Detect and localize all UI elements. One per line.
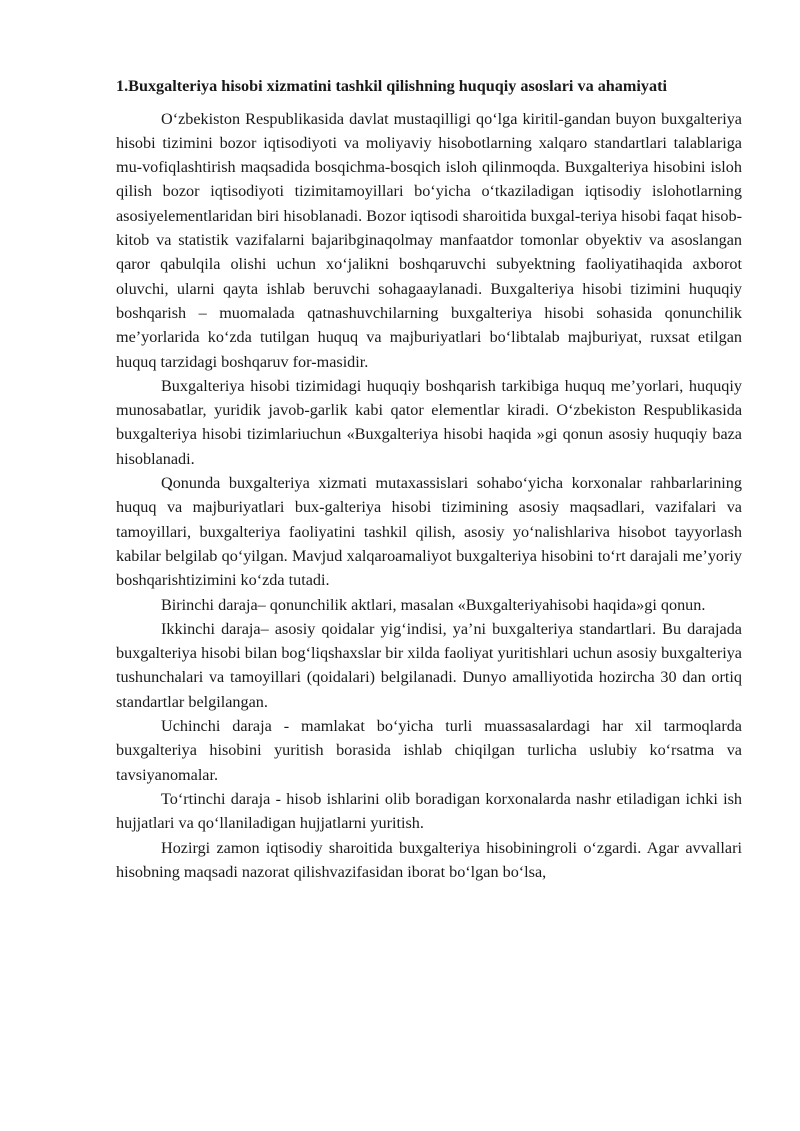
paragraph-4: Birinchi daraja– qonunchilik aktlari, masalan «Buxgalteriyahisobi haqida»gi qonun. (161, 595, 706, 614)
paragraph-5: Ikkinchi daraja– asosiy qoidalar yig‘indisi, ya’ni buxgalteriya standartlari. Bu darajada buxgalteriya hisobi bilan bog‘liqshaxslar bir xilda faoliyat yuritishlari uchun asosiy buxgalteriya tushunchalari va tamoyillari (qoidalari) belgilanadi. Dunyo amalliyotida hozircha 30 dan ortiq standartlar belgilangan. (116, 619, 742, 711)
paragraph-2: Buxgalteriya hisobi tizimidagi huquqiy boshqarish tarkibiga huquq me’yorlari, huquqiy munosabatlar, yuridik javob-garlik kabi qator elementlar kiradi. O‘zbekiston Respublikasida buxgalteriya hisobi tizimlariuchun «Buxgalteriya hisobi haqida »gi qonun asosiy huquqiy baza hisoblanadi. (116, 376, 742, 468)
paragraph-6: Uchinchi daraja - mamlakat bo‘yicha turli muassasalardagi har xil tarmoqlarda buxgalteriya hisobini yuritish borasida ishlab chiqilgan turlicha uslubiy ko‘rsatma va tavsiyanomalar. (116, 717, 742, 784)
paragraph-7: To‘rtinchi daraja - hisob ishlarini olib boradigan korxonalarda nashr etiladigan ichki ish hujjatlari va qo‘llaniladigan hujjatlarni yuritish. (116, 789, 742, 833)
paragraph-8: Hozirgi zamon iqtisodiy sharoitida buxgalteriya hisobiningroli o‘zgardi. Agar avvallari hisobning maqsadi nazorat qilishvazifasidan iborat bo‘lgan bo‘lsa, (116, 838, 742, 881)
document-page (116, 74, 742, 884)
paragraph-3: Qonunda buxgalteriya xizmati mutaxassislari sohabo‘yicha korxonalar rahbarlarining huquq va majburiyatlari bux-galteriya hisobi tizimining asosiy maqsadlari, vazifalari va tamoyillari, buxgalteriya faoliyatini tashkil qilish, asosiy yo‘nalishlariva hisobot tayyorlash kabilar belgilab qo‘yilgan. Mavjud xalqaroamaliyot buxgalteriya hisobini to‘rt darajali me’yoriy boshqarishtizimini ko‘zda tutadi. (116, 474, 742, 590)
paragraph-1: O‘zbekiston Respublikasida davlat mustaqilligi qo‘lga kiritil-gandan buyon buxgalteriya hisobi tizimini bozor iqtisodiyoti va moliyaviy hisobotlarning xalqaro standartlari talablariga mu-vofiqlashtirish maqsadida bosqichma-bosqich isloh qilinmoqda. Buxgalteriya hisobini isloh qilish bozor iqtisodiyoti tizimitamoyillari bo‘yicha o‘tkaziladigan iqtisodiy islohotlarning asosiyelementlaridan biri hisoblanadi. Bozor iqtisodi sharoitida buxgal-teriya hisobi faqat hisob-kitob va statistik vazifalarni bajaribginaqolmay manfaatdor tomonlar obyektiv va asoslangan qaror qabulqila olishi uchun xo‘jalikni boshqaruvchi subyektning faoliyatihaqida axborot oluvchi, ularni qayta ishlab beruvchi sohagaaylanadi. Buxgalteriya hisobi tizimini huquqiy boshqarish – muomalada qatnashuvchilarning buxgalteriya hisobi sohasida qonunchilik me’yorlarida ko‘zda tutilgan huquq va majburiyatlari bo‘libtalab majburiyat, ruxsat etilgan huquq tarzidagi boshqaruv for-masidir. (116, 109, 742, 371)
section-heading: 1.Buxgalteriya hisobi xizmatini tashkil qilishning huquqiy asoslari va ahamiyati (116, 77, 667, 95)
